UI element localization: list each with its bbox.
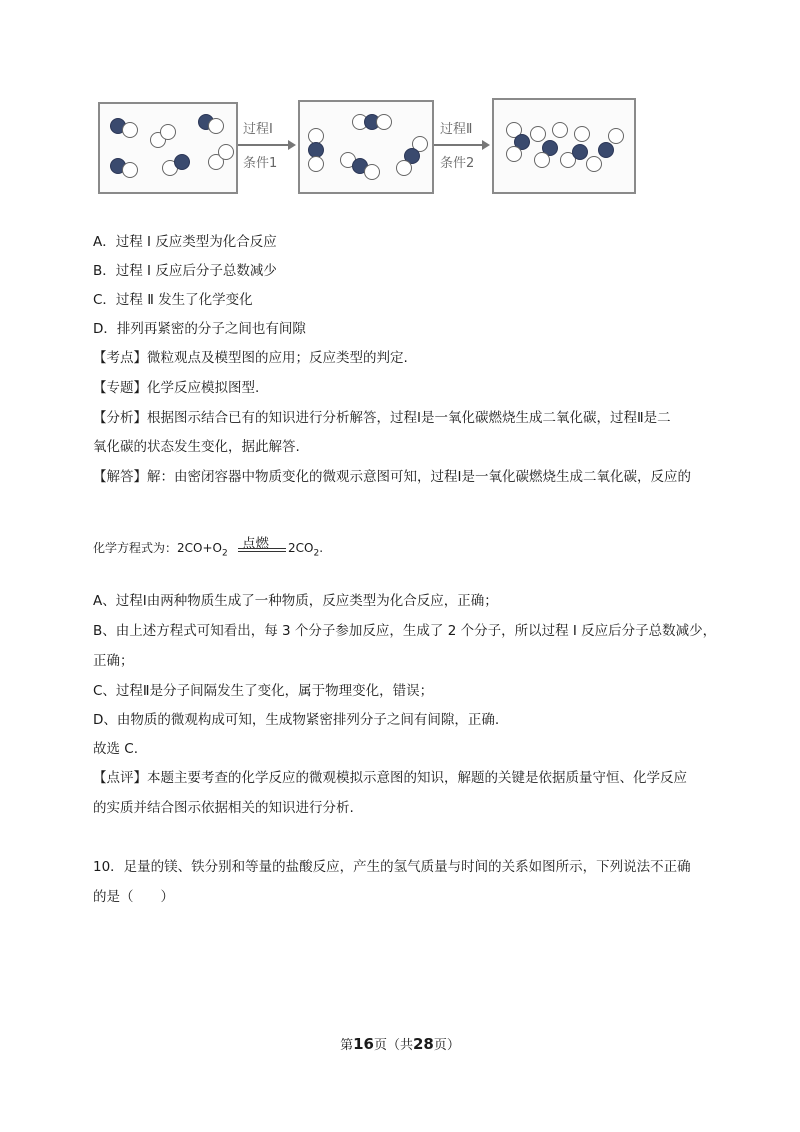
molecule-light bbox=[208, 118, 224, 134]
footer-page-number: 16 bbox=[353, 1035, 374, 1053]
molecule-light bbox=[364, 164, 380, 180]
option-c: C．过程 Ⅱ 发生了化学变化 bbox=[93, 292, 253, 308]
molecule-dark bbox=[598, 142, 614, 158]
molecule-light bbox=[608, 128, 624, 144]
molecule-light bbox=[506, 146, 522, 162]
container-middle bbox=[298, 100, 434, 194]
molecule-light bbox=[530, 126, 546, 142]
condition1-label: 条件1 bbox=[243, 156, 278, 171]
molecule-light bbox=[396, 160, 412, 176]
arrow-1-head bbox=[288, 140, 296, 150]
reaction-diagram bbox=[98, 96, 634, 200]
option-a: A．过程 Ⅰ 反应类型为化合反应 bbox=[93, 234, 277, 250]
molecule-light bbox=[534, 152, 550, 168]
answer-c-text: C、过程Ⅱ是分子间隔发生了变化，属于物理变化，错误； bbox=[93, 683, 434, 699]
final-answer: 故选 C. bbox=[93, 741, 139, 757]
process1-label: 过程Ⅰ bbox=[243, 122, 273, 137]
zhuanti-text: 【专题】化学反应模拟图型. bbox=[93, 380, 260, 396]
arrow-2-head bbox=[482, 140, 490, 150]
footer-prefix: 第 bbox=[340, 1038, 354, 1053]
option-d: D．排列再紧密的分子之间也有间隙 bbox=[93, 321, 306, 337]
container-before bbox=[98, 102, 238, 194]
container-after bbox=[492, 98, 636, 194]
molecule-light bbox=[122, 162, 138, 178]
process2-label: 过程Ⅱ bbox=[440, 122, 473, 137]
equation-condition: 点燃 bbox=[242, 536, 269, 552]
fenxi-line-2: 氧化碳的状态发生变化，据此解答. bbox=[93, 439, 300, 455]
condition2-label: 条件2 bbox=[440, 156, 475, 171]
answer-b-line-2: 正确； bbox=[93, 653, 134, 669]
equation-co2-subscript: 2 bbox=[313, 548, 320, 559]
equation-line bbox=[93, 539, 228, 562]
jieda-line-1: 【解答】解：由密闭容器中物质变化的微观示意图可知，过程Ⅰ是一氧化碳燃烧生成二氧化碳，反应的 bbox=[93, 469, 691, 485]
molecule-light bbox=[308, 156, 324, 172]
molecule-light bbox=[376, 114, 392, 130]
dianping-line-1: 【点评】本题主要考查的化学反应的微观模拟示意图的知识，解题的关键是依据质量守恒、化学反应 bbox=[93, 770, 687, 786]
answer-d-text: D、由物质的微观构成可知，生成物紧密排列分子之间有间隙，正确. bbox=[93, 712, 500, 728]
answer-b-line-1: B、由上述方程式可知看出，每 3 个分子参加反应，生成了 2 个分子，所以过程 Ⅰ 反应后分子总数减少， bbox=[93, 623, 717, 639]
equation-end: . bbox=[319, 541, 324, 555]
molecule-light bbox=[574, 126, 590, 142]
equation-equals-line-top bbox=[238, 548, 286, 549]
footer-suffix: 页） bbox=[433, 1038, 460, 1053]
dianping-line-2: 的实质并结合图示依据相关的知识进行分析. bbox=[93, 800, 354, 816]
equation-prefix: 化学方程式为：2CO+O bbox=[93, 541, 222, 555]
arrow-2-line bbox=[434, 144, 484, 146]
molecule-light bbox=[122, 122, 138, 138]
equation-product-line bbox=[288, 539, 323, 562]
arrow-1-line bbox=[238, 144, 290, 146]
molecule-dark bbox=[572, 144, 588, 160]
answer-a-text: A、过程Ⅰ由两种物质生成了一种物质，反应类型为化合反应，正确； bbox=[93, 593, 498, 609]
footer-total-pages: 28 bbox=[413, 1035, 434, 1053]
equation-product: 2CO bbox=[288, 541, 314, 555]
molecule-dark bbox=[174, 154, 190, 170]
molecule-light bbox=[160, 124, 176, 140]
kaodian-text: 【考点】微粒观点及模型图的应用；反应类型的判定. bbox=[93, 350, 408, 366]
molecule-light bbox=[218, 144, 234, 160]
question10-line-1: 10．足量的镁、铁分别和等量的盐酸反应，产生的氢气质量与时间的关系如图所示，下列说法不正确 bbox=[93, 859, 691, 875]
fenxi-line-1: 【分析】根据图示结合已有的知识进行分析解答，过程Ⅰ是一氧化碳燃烧生成二氧化碳，过程Ⅱ是二 bbox=[93, 410, 671, 426]
option-b: B．过程 Ⅰ 反应后分子总数减少 bbox=[93, 263, 277, 279]
page-footer bbox=[0, 1034, 800, 1053]
molecule-light bbox=[552, 122, 568, 138]
question10-line-2: 的是（ ） bbox=[93, 889, 174, 905]
equation-o2-subscript: 2 bbox=[221, 548, 228, 559]
molecule-light bbox=[586, 156, 602, 172]
equation-equals-line-bottom bbox=[238, 551, 286, 552]
footer-middle: 页（共 bbox=[373, 1038, 413, 1053]
